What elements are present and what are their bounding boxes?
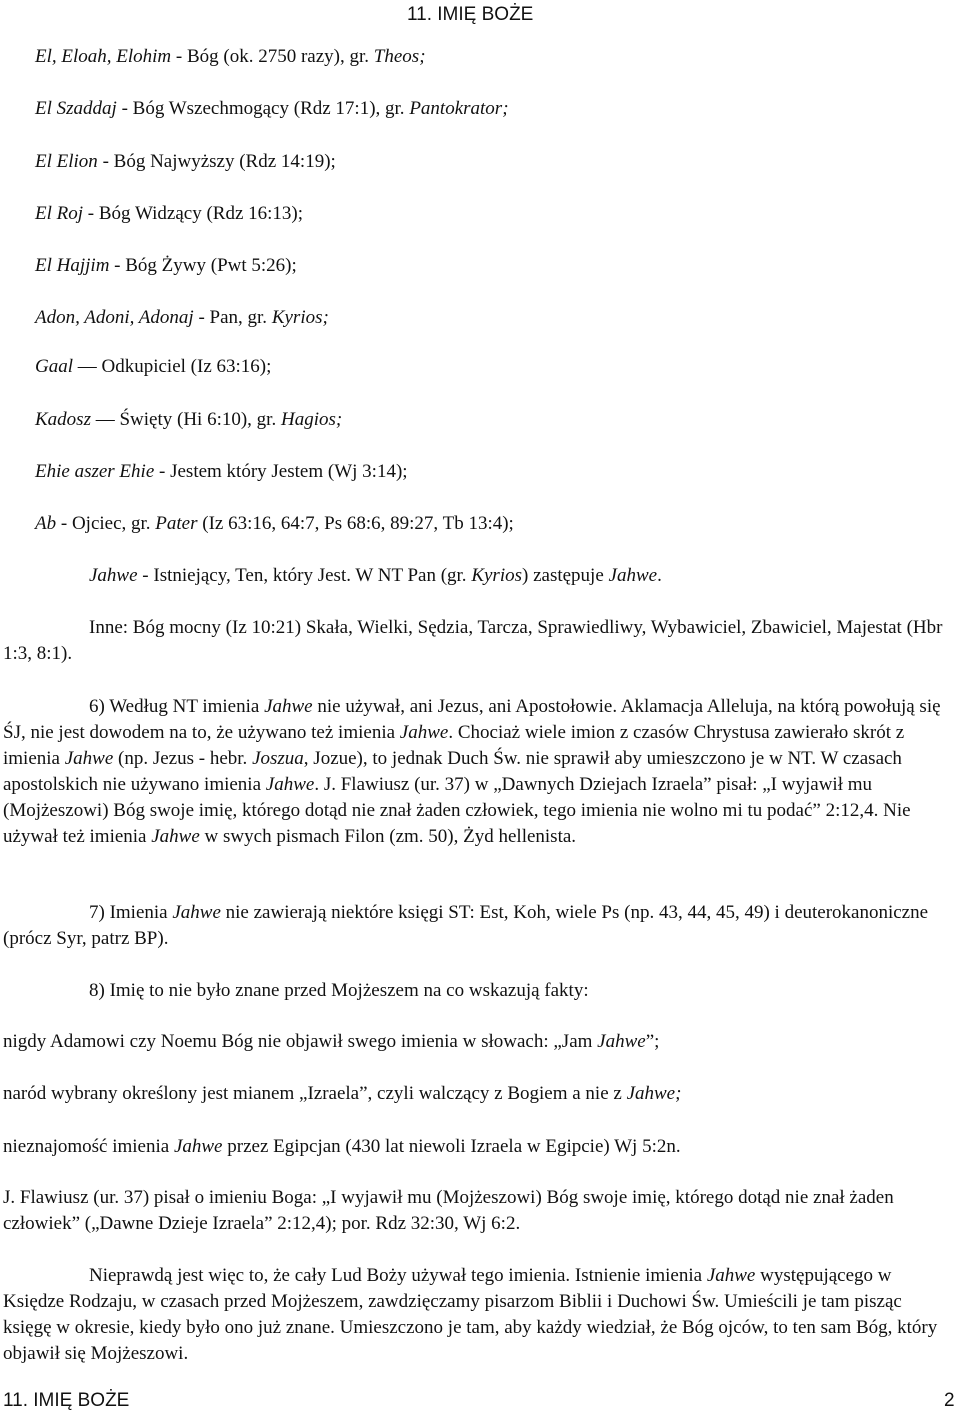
name-entry [35, 99, 509, 118]
name-meaning: Bóg Widzący (Rdz 16:13); [98, 203, 304, 224]
name-entry [35, 47, 426, 66]
paragraph-text: występującego w Księdze Rodzaju, w czasach przed Mojżeszem, zawdzięczamy pisarzom Biblii i Duchowi Św. Umieścili je tam pisząc księgę w okresie, kiedy było ono już znane. Umieszczono je tam, aby każdy wiedział, że Bóg ojców, to ten sam Bóg, który objawił się Mojżeszowi. [3, 1265, 938, 1364]
paragraph-text: nie zawierają niektóre księgi ST: Est, Koh, wiele Ps (np. 43, 44, 45, 49) i deuterokanoniczne (prócz Syr, patrz BP). [3, 902, 929, 949]
hebrew-name: El Elion [35, 151, 98, 172]
hebrew-name: El Roj [35, 203, 84, 224]
fact-text: nieznajomość imienia [3, 1136, 174, 1157]
jahwe-name: Jahwe; [626, 1083, 682, 1104]
jahwe-name: Jahwe [173, 1136, 223, 1157]
separator: - [56, 513, 72, 534]
jahwe-mid: ) zastępuje [522, 565, 609, 586]
conclusion-paragraph [3, 1263, 955, 1367]
name-entry [35, 357, 271, 376]
jahwe-name: Jahwe [264, 696, 313, 717]
name-entry [35, 410, 342, 429]
jahwe-end: . [657, 565, 662, 586]
paragraph-text: w swych pismach Filon (zm. 50), Żyd hellenista. [199, 826, 577, 847]
jahwe-name: Jahwe [597, 1031, 646, 1052]
fact-text: ”; [645, 1031, 660, 1052]
paragraph-text: nie używał, ani Jezus, ani Apostołowie. Aklamacja Alleluja, na którą powołują się ŚJ, nie jest dowodem na to, że używano też imienia [3, 696, 941, 743]
jahwe-name: Jahwe [265, 774, 315, 795]
name-entry [35, 152, 336, 171]
greek-name: Pater [155, 513, 198, 534]
name-entry [35, 462, 408, 481]
name-entry [35, 514, 514, 533]
name-meaning: Bóg (ok. 2750 razy), gr. [186, 46, 374, 67]
joszua-name: Joszua [252, 748, 304, 769]
kyrios-name: Kyrios [471, 565, 522, 586]
paragraph-text: . J. Flawiusz (ur. 37) w „Dawnych Dziejach Izraela” pisał: „I wyjawił mu (Mojżeszowi) Bóg swoje imię, którego dotąd nie znał żaden człowiek, tego imienia nie wolno mi tu podać” 2:12,4. Nie używał też imienia [3, 774, 911, 847]
paragraph-number: 6) [89, 696, 105, 717]
name-meaning: Odkupiciel (Iz 63:16); [101, 356, 272, 377]
fact-text: przez Egipcjan (430 lat niewoli Izraela w Egipcie) Wj 5:2n. [222, 1136, 681, 1157]
paragraph-text: Nieprawdą jest więc to, że cały Lud Boży używał tego imienia. Istnienie imienia [89, 1265, 707, 1286]
separator: - [193, 307, 210, 328]
name-tail: (Iz 63:16, 64:7, Ps 68:6, 89:27, Tb 13:4); [197, 513, 514, 534]
hebrew-name: Ehie aszer Ehie [35, 461, 155, 482]
separator: - [154, 461, 171, 482]
jahwe-name: Jahwe [151, 826, 200, 847]
separator: - [109, 255, 126, 276]
jahwe-name: Jahwe [172, 902, 221, 923]
name-entry [35, 308, 329, 327]
name-meaning: Ojciec, gr. [71, 513, 156, 534]
name-entry [35, 204, 303, 223]
fact-flavius: J. Flawiusz (ur. 37) pisał o imieniu Boga: „I wyjawił mu (Mojżeszowi) Bóg swoje imię, którego dotąd nie znał żaden człowiek” („Dawne Dzieje Izraela” 2:12,4); por. Rdz 32:30, Wj 6:2. [3, 1187, 894, 1234]
paragraph-number: 7) [89, 902, 105, 923]
jahwe-desc: - Istniejący, Ten, który Jest. W NT Pan (gr. [137, 565, 472, 586]
hebrew-name: Ab [35, 513, 57, 534]
paragraph-6 [3, 694, 955, 850]
separator: - [171, 46, 187, 67]
separator: - [83, 203, 99, 224]
greek-name: Theos; [373, 46, 426, 67]
fact-text: nigdy Adamowi czy Noemu Bóg nie objawił swego imienia w słowach: „Jam [3, 1031, 598, 1052]
jahwe-name: Jahwe [64, 748, 114, 769]
greek-name: Hagios; [280, 409, 343, 430]
paragraph-text: , Jozue), to jednak Duch Św. nie sprawił aby umieszczono je w NT. W czasach apostolskich nie używano imienia [3, 748, 902, 795]
paragraph-8 [3, 978, 955, 1004]
fact-israel [3, 1081, 955, 1107]
fact-adam-noah [3, 1029, 955, 1055]
paragraph-text: Według NT imienia [104, 696, 265, 717]
name-meaning: Jestem który Jestem (Wj 3:14); [170, 461, 408, 482]
paragraph-text: . Chociaż wiele imion z czasów Chrystusa zawierało skrót z imienia [3, 722, 905, 769]
hebrew-name: El, Eloah, Elohim [35, 46, 172, 67]
separator: — [73, 356, 102, 377]
jahwe-name: Jahwe [706, 1265, 756, 1286]
greek-name: Kyrios; [271, 307, 329, 328]
name-meaning: Bóg Żywy (Pwt 5:26); [125, 255, 297, 276]
paragraph-text: (np. Jezus - hebr. [113, 748, 253, 769]
fact-egypt [3, 1134, 955, 1160]
paragraph-7 [3, 900, 955, 952]
hebrew-name: El Szaddaj [35, 98, 117, 119]
paragraph-text: Imienia [104, 902, 173, 923]
paragraph-text: Imię to nie było znane przed Mojżeszem na co wskazują fakty: [104, 980, 589, 1001]
name-meaning: Bóg Wszechmogący (Rdz 17:1), gr. [132, 98, 410, 119]
jahwe-name: Jahwe [89, 565, 138, 586]
name-meaning: Święty (Hi 6:10), gr. [119, 409, 281, 430]
page-footer-title: 11. IMIĘ BOŻE [3, 1390, 130, 1411]
hebrew-name: Kadosz [35, 409, 91, 430]
jahwe-entry [89, 566, 662, 585]
paragraph-number: 8) [89, 980, 105, 1001]
name-meaning: Pan, gr. [209, 307, 272, 328]
hebrew-name: Adon, Adoni, Adonaj [35, 307, 194, 328]
fact-text: naród wybrany określony jest mianem „Izraela”, czyli walczący z Bogiem a nie z [3, 1083, 627, 1104]
greek-name: Pantokrator; [409, 98, 509, 119]
other-names-paragraph: Inne: Bóg mocny (Iz 10:21) Skała, Wielki, Sędzia, Tarcza, Sprawiedliwy, Wybawiciel, Zbawiciel, Majestat (Hbr 1:3, 8:1). [3, 617, 943, 664]
name-meaning: Bóg Najwyższy (Rdz 14:19); [113, 151, 336, 172]
separator: - [97, 151, 114, 172]
name-entry [35, 256, 297, 275]
hebrew-name: Gaal [35, 356, 73, 377]
separator: — [90, 409, 120, 430]
separator: - [116, 98, 133, 119]
hebrew-name: El Hajjim [35, 255, 110, 276]
jahwe-name: Jahwe [608, 565, 658, 586]
page-header-title: 11. IMIĘ BOŻE [407, 4, 534, 25]
jahwe-name: Jahwe [399, 722, 449, 743]
page-number: 2 [944, 1390, 955, 1411]
